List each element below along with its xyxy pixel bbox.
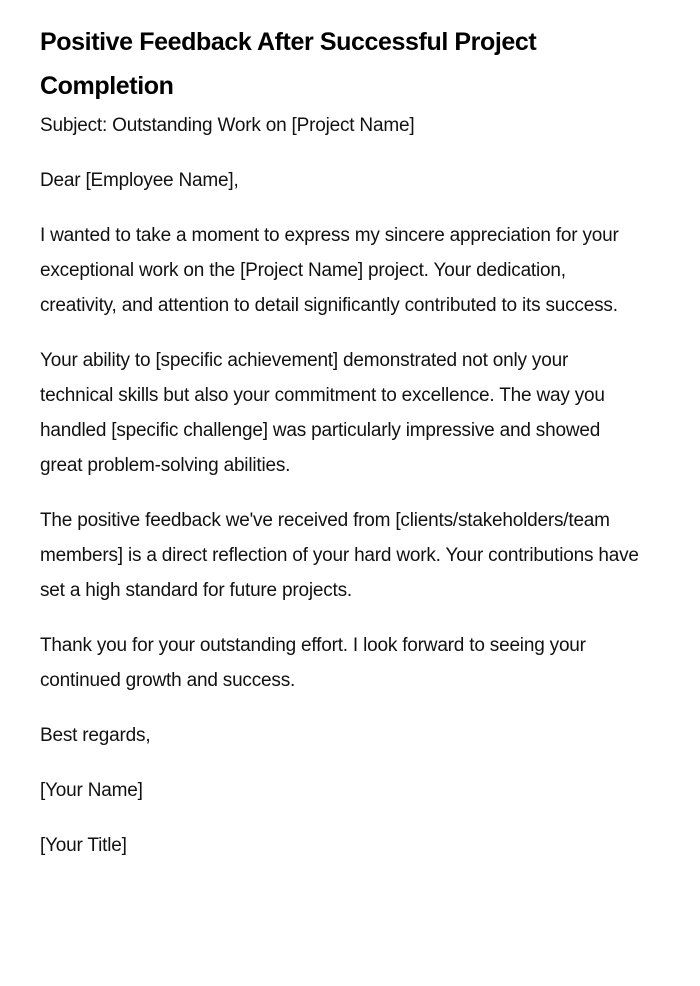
signature-name: [Your Name] [40, 780, 143, 801]
body-paragraph-thanks: Thank you for your outstanding effort. I look forward to seeing your continued growth and success. [40, 635, 586, 691]
body-paragraph-achievement: Your ability to [specific achievement] demonstrated not only your technical skills but also your commitment to excellence. The way you handled [specific challenge] was particularly impressive and showed great problem-solving abilities. [40, 350, 605, 476]
document-title: Positive Feedback After Successful Project Completion [40, 28, 537, 100]
body-paragraph-feedback: The positive feedback we've received from [clients/stakeholders/team members] is a direct reflection of your hard work. Your contributions have set a high standard for future projects. [40, 510, 639, 601]
salutation: Dear [Employee Name], [40, 170, 239, 191]
body-paragraph-appreciation: I wanted to take a moment to express my sincere appreciation for your exceptional work on the [Project Name] project. Your dedication, creativity, and attention to detail significantly contributed to its success. [40, 225, 619, 316]
subject-line: Subject: Outstanding Work on [Project Name] [40, 115, 415, 136]
signature-title: [Your Title] [40, 835, 127, 856]
closing: Best regards, [40, 725, 151, 746]
